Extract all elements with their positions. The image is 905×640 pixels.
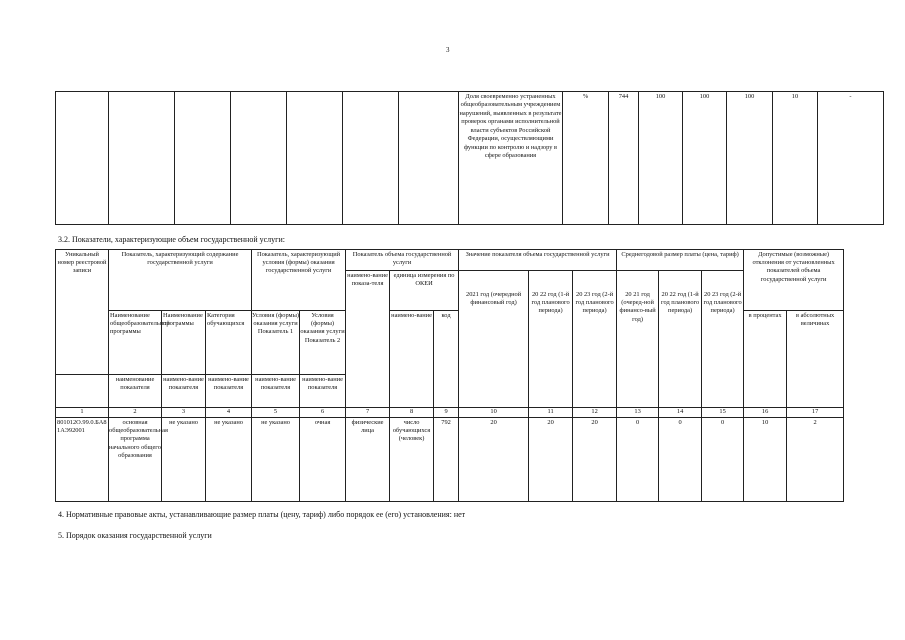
note-regulatory-acts: 4. Нормативные правовые акты, устанавливающие размер платы (цену, тариф) либо порядок ее (его) установления: нет xyxy=(58,510,466,519)
condition-1-cell: не указано xyxy=(252,418,300,502)
header-deviation: Допустимые (возможные) отклонения от установленных показателей объема государственной услуги xyxy=(744,250,844,311)
header-volume-value: Значение показателя объема государственной услуги xyxy=(459,250,617,271)
column-number: 13 xyxy=(617,408,659,418)
header-unit-name: наимено-вание xyxy=(390,311,434,408)
header-sub-indicator-name: наименование показателя xyxy=(109,375,162,408)
header-sub-indicator-name: наимено-вание показателя xyxy=(162,375,206,408)
value-2023-cell: 100 xyxy=(727,92,773,225)
header-year-2021: 2021 год (очередной финансовый год) xyxy=(459,271,529,408)
value-2021-cell: 20 xyxy=(459,418,529,502)
deviation-absolute-cell: 2 xyxy=(787,418,844,502)
record-number-cell: 801012О.99.0.БА81АЭ92001 xyxy=(56,418,109,502)
program-name-cell: не указано xyxy=(162,418,206,502)
value-2022-cell: 20 xyxy=(529,418,573,502)
column-number-row xyxy=(56,408,844,418)
cell xyxy=(343,92,399,225)
header-conditions-characteristic: Показатель, характеризующий условия (формы) оказания государственной услуги xyxy=(252,250,346,311)
header-program-type: Наименование общеобразовательной программы xyxy=(109,311,162,375)
deviation-percent-cell: 10 xyxy=(744,418,787,502)
deviation-absolute-cell: - xyxy=(818,92,884,225)
column-number: 11 xyxy=(529,408,573,418)
column-number: 2 xyxy=(109,408,162,418)
column-number: 16 xyxy=(744,408,787,418)
header-indicator-name: наимено-вание показа-теля xyxy=(346,271,390,408)
column-number: 7 xyxy=(346,408,390,418)
column-number: 5 xyxy=(252,408,300,418)
header-fee-2023: 20 23 год (2-й год планового периода) xyxy=(702,271,744,408)
header-in-absolute: в абсолютных величинах xyxy=(787,311,844,408)
quality-indicators-table-continuation xyxy=(55,91,884,225)
value-2023-cell: 20 xyxy=(573,418,617,502)
header-condition-2: Условия (формы) оказания услуги Показатель 2 xyxy=(300,311,346,375)
header-sub-indicator-name: наимено-вание показателя xyxy=(252,375,300,408)
unit-cell: % xyxy=(563,92,609,225)
header-sub-indicator-name: наимено-вание показателя xyxy=(300,375,346,408)
fee-2022-cell: 0 xyxy=(659,418,702,502)
header-average-fee: Среднегодовой размер платы (цена, тариф) xyxy=(617,250,744,271)
header-student-category: Категория обучающихся xyxy=(206,311,252,375)
cell xyxy=(287,92,343,225)
column-number: 1 xyxy=(56,408,109,418)
column-number: 17 xyxy=(787,408,844,418)
header-sub-indicator-name: наимено-вание показателя xyxy=(206,375,252,408)
value-2021-cell: 100 xyxy=(639,92,683,225)
header-okei-unit: единица измерения по ОКЕИ xyxy=(390,271,459,311)
header-condition-1: Условия (формы) оказания услуги Показатель 1 xyxy=(252,311,300,375)
indicator-name-cell: Доля своевременно устраненных общеобразовательным учреждением нарушений, выявленных в результате проверок органами исполнительной власти субъектов Российской Федерации, осуществляющими функции по контролю и надзору в сфере образования xyxy=(459,92,563,225)
header-fee-2021: 20 21 год (очеред-ной финансо-вый год) xyxy=(617,271,659,408)
header-content-characteristic: Показатель, характеризующий содержание государственной услуги xyxy=(109,250,252,311)
header-fee-2022: 20 22 год (1-й год планового периода) xyxy=(659,271,702,408)
column-number: 12 xyxy=(573,408,617,418)
deviation-percent-cell: 10 xyxy=(773,92,818,225)
header-program-name: Наименование программы xyxy=(162,311,206,375)
note-service-procedure: 5. Порядок оказания государственной услуги xyxy=(58,531,212,540)
volume-indicators-table xyxy=(55,249,844,502)
condition-2-cell: очная xyxy=(300,418,346,502)
cell xyxy=(175,92,231,225)
column-number: 8 xyxy=(390,408,434,418)
column-number: 14 xyxy=(659,408,702,418)
code-cell: 792 xyxy=(434,418,459,502)
header-volume-indicator: Показатель объема государственной услуги xyxy=(346,250,459,271)
fee-2021-cell: 0 xyxy=(617,418,659,502)
cell xyxy=(109,92,175,225)
cell xyxy=(56,92,109,225)
cell xyxy=(231,92,287,225)
okei-code-cell: 744 xyxy=(609,92,639,225)
fee-2023-cell: 0 xyxy=(702,418,744,502)
section-title: 3.2. Показатели, характеризующие объем государственной услуги: xyxy=(58,235,285,244)
table-row xyxy=(56,418,844,502)
header-unique-number: Уникальный номер реестровой записи xyxy=(56,250,109,375)
unit-cell: число обучающихся (человек) xyxy=(390,418,434,502)
column-number: 6 xyxy=(300,408,346,418)
header-unit-code: код xyxy=(434,311,459,408)
column-number: 4 xyxy=(206,408,252,418)
header-year-2022: 20 22 год (1-й год планового периода) xyxy=(529,271,573,408)
program-cell: основная общеобразовательная программа начального общего образования xyxy=(109,418,162,502)
column-number: 15 xyxy=(702,408,744,418)
header-year-2023: 20 23 год (2-й год планового периода) xyxy=(573,271,617,408)
column-number: 10 xyxy=(459,408,529,418)
value-2022-cell: 100 xyxy=(683,92,727,225)
header-in-percent: в процентах xyxy=(744,311,787,408)
cell xyxy=(399,92,459,225)
header-sub-empty xyxy=(56,375,109,408)
indicator-cell: физические лица xyxy=(346,418,390,502)
student-category-cell: не указано xyxy=(206,418,252,502)
page-number: 3 xyxy=(446,46,450,54)
column-number: 3 xyxy=(162,408,206,418)
column-number: 9 xyxy=(434,408,459,418)
